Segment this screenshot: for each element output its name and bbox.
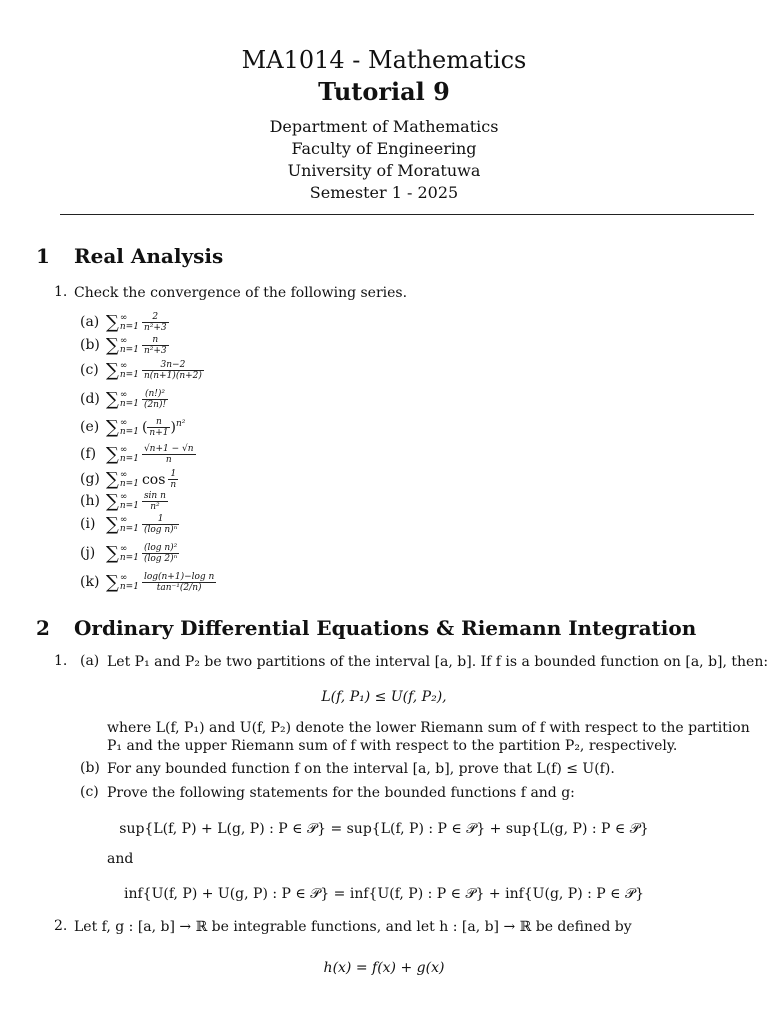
upper-limit: ∞ — [119, 572, 128, 583]
denominator: n — [165, 455, 172, 465]
series-label: (i) — [80, 516, 96, 532]
fraction — [147, 417, 170, 438]
summation-limits — [120, 493, 139, 511]
lower-limit: n=1 — [119, 344, 139, 355]
series-label: (g) — [80, 471, 100, 487]
question-text: Let f, g : [a, b] → ℝ be integrable functions, and let h : [a, b] → ℝ be defined by — [74, 919, 632, 935]
part-text: P₁ and the upper Riemann sum of f with respect to the partition P₂, respectively. — [107, 738, 678, 754]
summation-symbol: ∑ — [106, 335, 119, 356]
fraction — [168, 469, 178, 490]
summation-limits — [120, 419, 139, 437]
lower-limit: n=1 — [119, 478, 139, 489]
question-number: 1. — [54, 284, 68, 300]
lower-limit: n=1 — [119, 552, 139, 563]
series-label: (h) — [80, 493, 100, 509]
department-line: Department of Mathematics — [269, 117, 499, 136]
numerator: sin n — [143, 491, 166, 501]
header-divider — [60, 214, 754, 215]
tutorial-title: Tutorial 9 — [318, 77, 450, 106]
series-expression — [106, 360, 204, 384]
numerator: n — [147, 417, 170, 428]
summation-symbol: ∑ — [106, 514, 119, 535]
connective-text: and — [107, 851, 134, 867]
numerator: 1 — [142, 514, 179, 525]
part-text: Let P₁ and P₂ be two partitions of the interval [a, b]. If f is a bounded function on [a, b], then: — [107, 654, 768, 670]
question-text: Check the convergence of the following series. — [74, 285, 408, 301]
denominator: n²+3 — [143, 323, 167, 333]
fraction — [142, 312, 169, 333]
university-line: University of Moratuwa — [287, 161, 481, 180]
lower-limit: n=1 — [119, 321, 139, 332]
summation-limits — [120, 545, 139, 563]
series-label: (a) — [80, 314, 100, 330]
upper-limit: ∞ — [119, 543, 128, 554]
denominator: tan⁻¹(2/n) — [156, 583, 202, 593]
upper-limit: ∞ — [119, 491, 128, 502]
numerator: √n+1 − √n — [143, 444, 194, 454]
fraction — [142, 335, 169, 356]
fraction — [142, 444, 196, 465]
display-equation: h(x) = f(x) + g(x) — [323, 960, 445, 976]
semester-line: Semester 1 - 2025 — [309, 183, 459, 202]
denominator: n — [170, 480, 177, 490]
function-name: cos — [141, 471, 166, 488]
summation-limits — [120, 314, 139, 332]
series-expression — [106, 572, 216, 596]
numerator: 2 — [142, 312, 169, 323]
series-label: (k) — [80, 574, 100, 590]
affiliation-block — [0, 116, 768, 204]
section-number: 1 — [36, 244, 50, 268]
series-expression — [106, 417, 185, 441]
fraction — [142, 360, 204, 381]
display-equation: sup{L(f, P) + L(g, P) : P ∈ 𝒫} = sup{L(f, P) : P ∈ 𝒫} + sup{L(g, P) : P ∈ 𝒫} — [119, 821, 649, 837]
denominator: (log 2)ⁿ — [143, 554, 178, 564]
part-text: where L(f, P₁) and U(f, P₂) denote the lower Riemann sum of f with respect to the partition — [107, 720, 750, 736]
series-label: (d) — [80, 391, 100, 407]
lower-limit: n=1 — [119, 369, 139, 380]
lower-limit: n=1 — [119, 398, 139, 409]
summation-symbol: ∑ — [106, 469, 119, 490]
denominator: (log n)ⁿ — [143, 525, 178, 535]
series-expression — [106, 514, 179, 538]
summation-limits — [120, 574, 139, 592]
summation-symbol: ∑ — [106, 543, 119, 564]
summation-limits — [120, 337, 139, 355]
lower-limit: n=1 — [119, 426, 139, 437]
series-expression — [106, 543, 179, 567]
section-number: 2 — [36, 616, 50, 640]
denominator: n(n+1)(n+2) — [143, 371, 202, 381]
fraction — [142, 491, 168, 512]
series-expression — [106, 312, 169, 336]
part-text: For any bounded function f on the interval [a, b], prove that L(f) ≤ U(f). — [107, 761, 615, 777]
section-2-heading — [36, 616, 696, 640]
lower-limit: n=1 — [119, 581, 139, 592]
question-number: 1. — [54, 653, 68, 669]
series-expression — [106, 444, 196, 468]
summation-symbol: ∑ — [106, 360, 119, 381]
fraction — [142, 514, 179, 535]
summation-limits — [120, 362, 139, 380]
question-number: 2. — [54, 918, 68, 934]
fraction — [142, 389, 168, 410]
fraction — [142, 572, 216, 593]
upper-limit: ∞ — [119, 312, 128, 323]
part-label: (c) — [80, 784, 99, 800]
lower-limit: n=1 — [119, 523, 139, 534]
numerator: (log n)² — [143, 543, 178, 553]
summation-symbol: ∑ — [106, 572, 119, 593]
part-text: Prove the following statements for the bounded functions f and g: — [107, 785, 575, 801]
upper-limit: ∞ — [119, 469, 128, 480]
display-equation: L(f, P₁) ≤ U(f, P₂), — [321, 689, 447, 705]
summation-symbol: ∑ — [106, 389, 119, 410]
section-1-heading — [36, 244, 223, 268]
summation-symbol: ∑ — [106, 417, 119, 438]
denominator: (2n)! — [143, 400, 167, 410]
numerator: 1 — [168, 469, 178, 480]
numerator: 3n−2 — [142, 360, 204, 371]
numerator: (n!)² — [142, 389, 168, 400]
summation-symbol: ∑ — [106, 444, 119, 465]
upper-limit: ∞ — [119, 335, 128, 346]
section-title: Ordinary Differential Equations & Riemann Integration — [74, 616, 697, 640]
course-title: MA1014 - Mathematics — [241, 46, 527, 74]
upper-limit: ∞ — [119, 444, 128, 455]
upper-limit: ∞ — [119, 417, 128, 428]
display-equation: inf{U(f, P) + U(g, P) : P ∈ 𝒫} = inf{U(f, P) : P ∈ 𝒫} + inf{U(g, P) : P ∈ 𝒫} — [123, 886, 644, 902]
series-label: (e) — [80, 419, 100, 435]
lower-limit: n=1 — [119, 500, 139, 511]
series-label: (j) — [80, 545, 96, 561]
upper-limit: ∞ — [119, 360, 128, 371]
series-expression — [106, 491, 168, 515]
faculty-line: Faculty of Engineering — [291, 139, 477, 158]
fraction — [142, 543, 179, 564]
summation-limits — [120, 516, 139, 534]
summation-symbol: ∑ — [106, 491, 119, 512]
series-expression — [106, 469, 178, 493]
summation-limits — [120, 391, 139, 409]
denominator: n² — [150, 502, 160, 512]
summation-limits — [120, 446, 139, 464]
numerator: n — [142, 335, 169, 346]
section-title: Real Analysis — [74, 244, 224, 268]
denominator: n²+3 — [143, 346, 167, 356]
series-label: (c) — [80, 362, 99, 378]
part-label: (a) — [80, 653, 100, 669]
summation-symbol: ∑ — [106, 312, 119, 333]
numerator: log(n+1)−log n — [143, 572, 215, 582]
summation-limits — [120, 471, 139, 489]
series-label: (b) — [80, 337, 100, 353]
upper-limit: ∞ — [119, 514, 128, 525]
exponent: n² — [175, 418, 186, 429]
open-paren: ( — [141, 419, 148, 436]
upper-limit: ∞ — [119, 389, 128, 400]
close-paren: ) — [170, 419, 176, 436]
series-label: (f) — [80, 446, 97, 462]
denominator: n+1 — [149, 428, 169, 438]
series-expression — [106, 389, 168, 413]
series-expression — [106, 335, 169, 359]
part-label: (b) — [80, 760, 100, 776]
lower-limit: n=1 — [119, 453, 139, 464]
